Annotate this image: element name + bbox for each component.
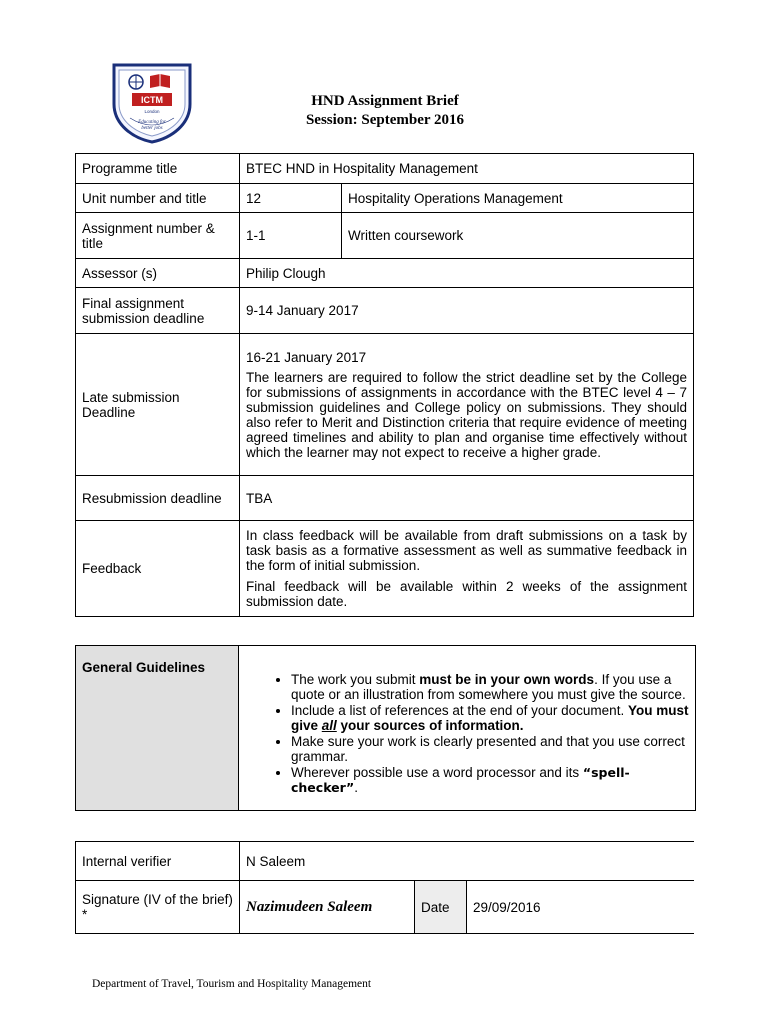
date-label: Date: [415, 881, 467, 934]
verification-table: [75, 841, 694, 934]
page-footer: Department of Travel, Tourism and Hospitality Management: [92, 978, 372, 990]
guideline-item: • Include a list of references at the end of your document. You must give all your sources of information.: [291, 703, 689, 733]
assignment-details-table: [75, 153, 694, 617]
document-heading: [250, 92, 520, 130]
programme-title-value: BTEC HND in Hospitality Management: [240, 154, 694, 184]
svg-text:better jobs: better jobs: [141, 126, 163, 131]
document-session: Session: September 2016: [305, 112, 465, 128]
unit-label: Unit number and title: [76, 184, 240, 213]
document-title: HND Assignment Brief: [311, 93, 459, 109]
signature-value: Nazimudeen Saleem: [240, 881, 415, 934]
feedback-paragraph-1: In class feedback will be available from draft submissions on a task by task basis as a formative assessment as well as summative feedback in the form of initial submission.: [246, 528, 687, 573]
svg-text:London: London: [144, 109, 160, 114]
feedback-label: Feedback: [76, 521, 240, 617]
date-value: 29/09/2016: [467, 881, 695, 934]
ictm-logo: [110, 62, 194, 144]
guideline-item: • Wherever possible use a word processor and its “spell-checker”.: [291, 765, 689, 795]
assessor-label: Assessor (s): [76, 259, 240, 288]
guidelines-list: [239, 658, 695, 798]
general-guidelines-cell: [239, 646, 696, 811]
unit-number: 12: [240, 184, 342, 213]
final-deadline-label: Final assignment submission deadline: [76, 288, 240, 334]
guideline-item: • Make sure your work is clearly presented and that you use correct grammar.: [291, 734, 689, 764]
assessor-value: Philip Clough: [240, 259, 694, 288]
resubmission-value: TBA: [240, 476, 694, 521]
resubmission-label: Resubmission deadline: [76, 476, 240, 521]
late-deadline-label: Late submission Deadline: [76, 334, 240, 476]
assignment-label: Assignment number & title: [76, 213, 240, 259]
feedback-cell: [240, 521, 694, 617]
svg-text:ICTM: ICTM: [141, 95, 163, 105]
late-deadline-date: 16-21 January 2017: [246, 349, 367, 365]
unit-title: Hospitality Operations Management: [342, 184, 694, 213]
signature-label: Signature (IV of the brief) *: [76, 881, 240, 934]
guideline-item: • The work you submit must be in your own words. If you use a quote or an illustration from somewhere you must give the source.: [291, 672, 689, 702]
programme-title-label: Programme title: [76, 154, 240, 184]
assignment-number: 1-1: [240, 213, 342, 259]
final-deadline-value: 9-14 January 2017: [240, 288, 694, 334]
late-deadline-text: The learners are required to follow the strict deadline set by the College for submissions of assignments in accordance with the BTEC level 4 – 7 submission guidelines and College policy on submissions. They should also refer to Merit and Distinction criteria that require evidence of meeting agreed timelines and ability to plan and organise time effectively without which the learner may not expect to receive a higher grade.: [246, 369, 687, 460]
general-guidelines-label: General Guidelines: [76, 646, 239, 811]
general-guidelines-table: [75, 645, 696, 811]
feedback-paragraph-2: Final feedback will be available within 2 weeks of the assignment submission date.: [246, 579, 687, 609]
assignment-title: Written coursework: [342, 213, 694, 259]
internal-verifier-value: N Saleem: [240, 842, 695, 881]
internal-verifier-label: Internal verifier: [76, 842, 240, 881]
late-deadline-cell: [240, 334, 694, 476]
svg-text:Educating for: Educating for: [138, 120, 166, 125]
